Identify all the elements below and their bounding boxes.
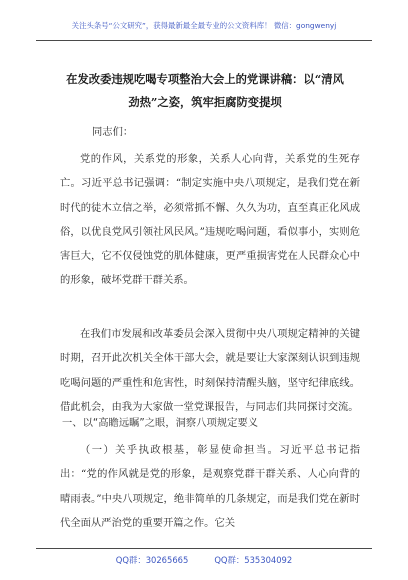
paragraph-3: （一）关乎执政根基，彰显使命担当。习近平总书记指出：“党的作风就是党的形象，是观察党群干群关系、人心向背的晴雨表。”中央八项规定，绝非简单的几条规定，而是我们党在新时代全面从严治党的重要开篇之作。它关 [60, 444, 360, 529]
paragraph-1: 党的作风，关系党的形象，关系人心向背，关系党的生死存亡。习近平总书记强调：“制定实施中央八项规定，是我们党在新时代的徒木立信之举，必须常抓不懈、久久为功，直至真正化风成俗，以优良党风引领社风民风。”违规吃喝问题，看似事小，实则危害巨大，它不仅侵蚀党的肌体健康，更严重损害党在人民群众心中的形象，破坏党群干群关系。 [60, 153, 360, 287]
paragraph-2: 在我们市发展和改革委员会深入贯彻中央八项规定精神的关键时期，召开此次机关全体干部大会，就是要让大家深刻认识到违规吃喝问题的严重性和危害性，时刻保持清醒头脑，坚守纪律底线。借此机会，由我为大家做一堂党课报告，与同志们共同探讨交流。 [60, 328, 360, 413]
greeting: 同志们： [92, 126, 134, 138]
footer-qq-group-1: QQ群：30265665 [115, 555, 189, 565]
section-heading-1: 一、以“高瞻远瞩”之眼，洞察八项规定要义 [62, 417, 259, 429]
footer-divider [36, 548, 372, 549]
footer [0, 554, 408, 566]
document-title [42, 68, 368, 114]
footer-qq-group-2: QQ群：535304092 [214, 555, 293, 565]
header-divider [36, 40, 372, 41]
title-line-1: 在发改委违规吃喝专项整治大会上的党课讲稿：以“清风 [66, 72, 344, 86]
title-line-2: 劲热”之姿，筑牢拒腐防变提坝 [128, 95, 282, 109]
header-banner: 关注头条号“公文研究”，获得最新最全最专业的公文资料库！ 微信：gongwenyj [71, 21, 337, 30]
